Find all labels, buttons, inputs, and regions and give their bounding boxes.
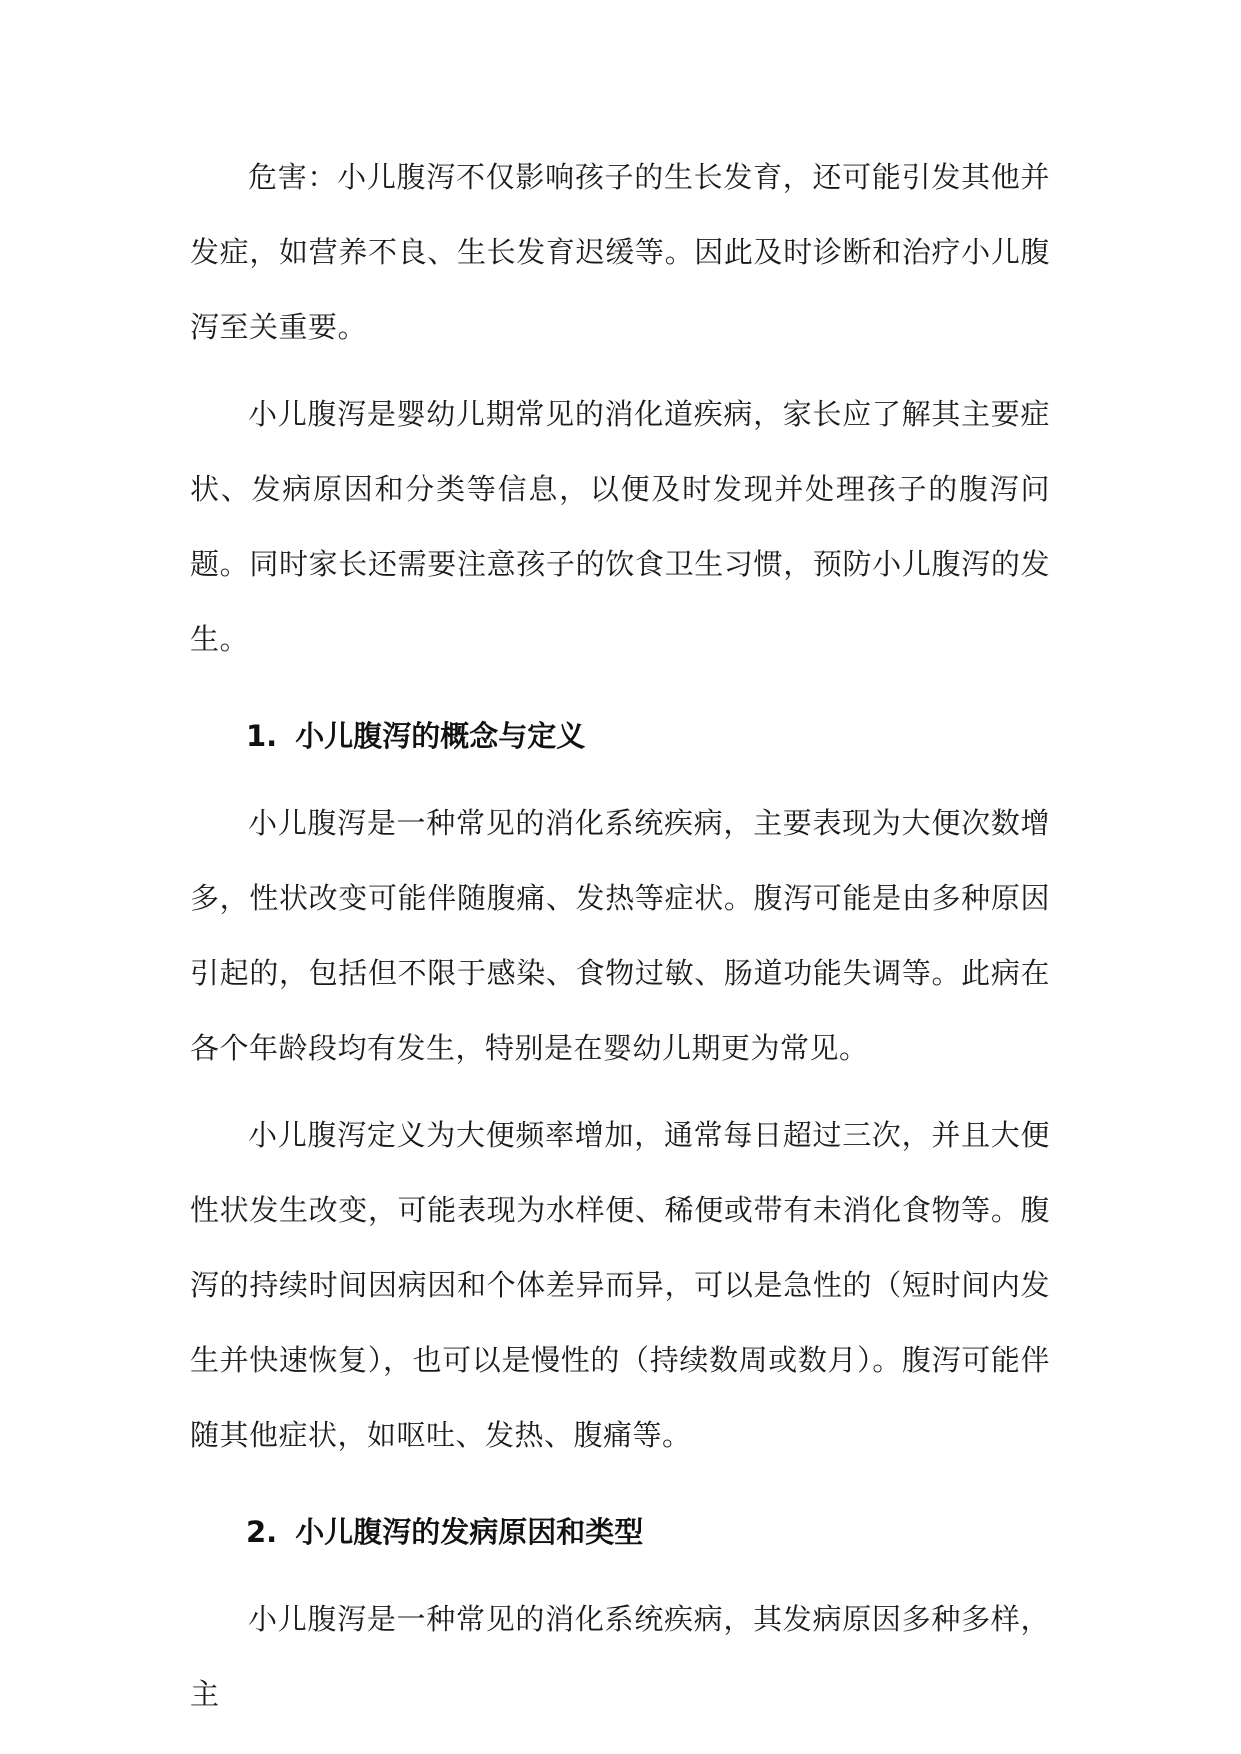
paragraph-concept: 小儿腹泻是一种常见的消化系统疾病，主要表现为大便次数增多，性状改变可能伴随腹痛、发热等症状。腹泻可能是由多种原因引起的，包括但不限于感染、食物过敏、肠道功能失调等。此病在各个年龄段均有发生，特别是在婴幼儿期更为常见。: [190, 806, 1050, 1065]
section-number: 2.: [246, 1515, 278, 1549]
paragraph-causes: 小儿腹泻是一种常见的消化系统疾病，其发病原因多种多样，主: [190, 1602, 1050, 1711]
paragraph-overview: 小儿腹泻是婴幼儿期常见的消化道疾病，家长应了解其主要症状、发病原因和分类等信息，以便及时发现并处理孩子的腹泻问题。同时家长还需要注意孩子的饮食卫生习惯，预防小儿腹泻的发生。: [190, 397, 1050, 656]
paragraph-hazard: 危害：小儿腹泻不仅影响孩子的生长发育，还可能引发其他并发症，如营养不良、生长发育迟缓等。因此及时诊断和治疗小儿腹泻至关重要。: [190, 160, 1050, 344]
document-body: [190, 140, 1050, 1744]
paragraph-definition: 小儿腹泻定义为大便频率增加，通常每日超过三次，并且大便性状发生改变，可能表现为水样便、稀便或带有未消化食物等。腹泻的持续时间因病因和个体差异而异，可以是急性的（短时间内发生并快速恢复），也可以是慢性的（持续数周或数月）。腹泻可能伴随其他症状，如呕吐、发热、腹痛等。: [190, 1118, 1050, 1452]
section-title: 小儿腹泻的概念与定义: [295, 719, 586, 753]
section-heading-2: [190, 1495, 1050, 1570]
section-number: 1.: [246, 719, 278, 753]
section-heading-1: [190, 699, 1050, 774]
section-title: 小儿腹泻的发病原因和类型: [295, 1515, 644, 1549]
